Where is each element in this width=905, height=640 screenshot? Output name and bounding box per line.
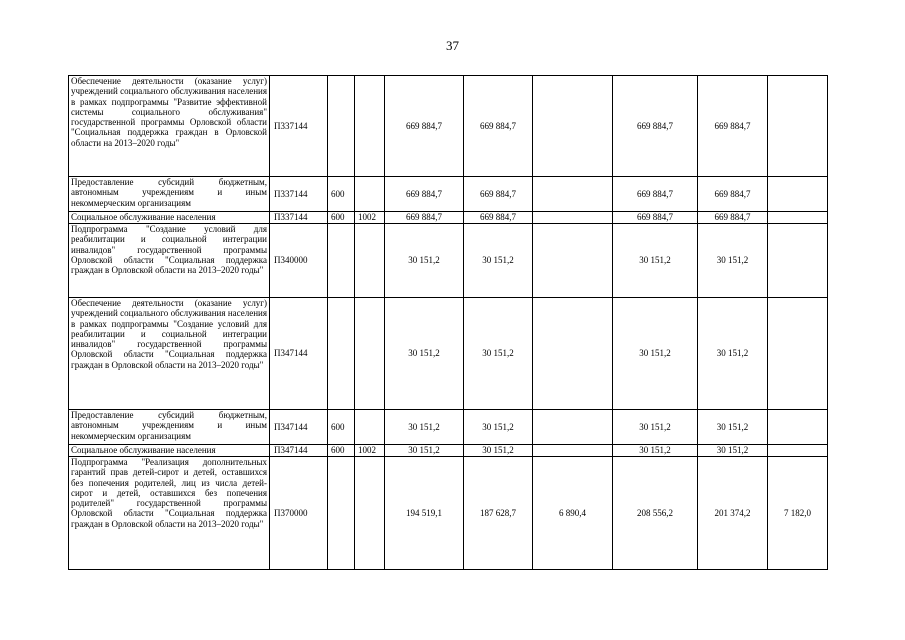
row-amount-1-cell: 30 151,2 xyxy=(385,410,464,445)
row-amount-6-cell xyxy=(768,224,828,298)
row-amount-2-cell: 30 151,2 xyxy=(464,298,533,410)
row-amount-3-cell xyxy=(533,410,613,445)
row-amount-5-cell: 669 884,7 xyxy=(698,212,768,224)
row-amount-3-cell xyxy=(533,212,613,224)
row-amount-6-cell: 7 182,0 xyxy=(768,457,828,570)
row-code-cell: П347144 xyxy=(270,298,328,410)
row-amount-6-cell xyxy=(768,212,828,224)
table-row xyxy=(69,177,828,212)
row-amount-1-cell: 669 884,7 xyxy=(385,177,464,212)
row-amount-5-cell: 30 151,2 xyxy=(698,298,768,410)
row-vr-cell xyxy=(328,224,355,298)
row-amount-2-cell: 30 151,2 xyxy=(464,445,533,457)
table-row xyxy=(69,298,828,410)
row-amount-1-cell: 30 151,2 xyxy=(385,224,464,298)
row-name-cell: Подпрограмма "Реализация дополнительных гарантий прав детей-сирот и детей, оставшихся без попечения родителей, лиц из числа детей-сирот и детей, оставшихся без попечения родителей" государственной программы Орловской области "Социальная поддержка граждан в Орловской области на 2013–2020 годы" xyxy=(69,457,270,570)
row-name-cell: Обеспечение деятельности (оказание услуг) учреждений социального обслуживания населения в рамках подпрограммы "Создание условий для реабилитации и социальной интеграции инвалидов" государственной программы Орловской области "Социальная поддержка граждан в Орловской области на 2013–2020 годы" xyxy=(69,298,270,410)
row-rz-cell xyxy=(355,457,385,570)
row-amount-2-cell: 669 884,7 xyxy=(464,76,533,177)
table-row xyxy=(69,212,828,224)
row-name-cell: Социальное обслуживание населения xyxy=(69,445,270,457)
row-vr-cell: 600 xyxy=(328,212,355,224)
row-amount-2-cell: 30 151,2 xyxy=(464,224,533,298)
row-rz-cell xyxy=(355,298,385,410)
row-code-cell: П370000 xyxy=(270,457,328,570)
row-code-cell: П337144 xyxy=(270,76,328,177)
row-amount-6-cell xyxy=(768,76,828,177)
row-name-cell: Предоставление субсидий бюджетным, автономным учреждениям и иным некоммерческим организациям xyxy=(69,410,270,445)
row-vr-cell: 600 xyxy=(328,177,355,212)
row-amount-4-cell: 30 151,2 xyxy=(613,224,698,298)
row-code-cell: П347144 xyxy=(270,410,328,445)
table-body xyxy=(69,76,828,570)
table-row xyxy=(69,445,828,457)
row-amount-2-cell: 30 151,2 xyxy=(464,410,533,445)
row-amount-1-cell: 194 519,1 xyxy=(385,457,464,570)
row-amount-3-cell xyxy=(533,224,613,298)
row-amount-5-cell: 30 151,2 xyxy=(698,224,768,298)
row-vr-cell xyxy=(328,76,355,177)
row-rz-cell xyxy=(355,410,385,445)
row-amount-2-cell: 669 884,7 xyxy=(464,177,533,212)
row-amount-4-cell: 30 151,2 xyxy=(613,410,698,445)
row-amount-3-cell xyxy=(533,76,613,177)
row-amount-6-cell xyxy=(768,445,828,457)
row-amount-6-cell xyxy=(768,410,828,445)
row-rz-cell: 1002 xyxy=(355,212,385,224)
row-vr-cell: 600 xyxy=(328,410,355,445)
row-rz-cell xyxy=(355,177,385,212)
row-amount-5-cell: 30 151,2 xyxy=(698,410,768,445)
row-rz-cell: 1002 xyxy=(355,445,385,457)
row-name-cell: Обеспечение деятельности (оказание услуг) учреждений социального обслуживания населения в рамках подпрограммы "Развитие эффективной системы социального обслуживания" государственной программы Орловской области "Социальная поддержка граждан в Орловской области на 2013–2020 годы" xyxy=(69,76,270,177)
row-vr-cell xyxy=(328,298,355,410)
row-amount-3-cell xyxy=(533,445,613,457)
row-amount-5-cell: 30 151,2 xyxy=(698,445,768,457)
row-amount-4-cell: 669 884,7 xyxy=(613,76,698,177)
row-amount-1-cell: 30 151,2 xyxy=(385,298,464,410)
page-number: 37 xyxy=(446,38,459,53)
row-amount-6-cell xyxy=(768,298,828,410)
row-vr-cell xyxy=(328,457,355,570)
table-row xyxy=(69,457,828,570)
row-amount-2-cell: 669 884,7 xyxy=(464,212,533,224)
row-amount-5-cell: 669 884,7 xyxy=(698,177,768,212)
row-amount-3-cell xyxy=(533,177,613,212)
row-rz-cell xyxy=(355,76,385,177)
row-rz-cell xyxy=(355,224,385,298)
row-amount-4-cell: 30 151,2 xyxy=(613,445,698,457)
row-name-cell: Предоставление субсидий бюджетным, автономным учреждениям и иным некоммерческим организациям xyxy=(69,177,270,212)
row-amount-1-cell: 30 151,2 xyxy=(385,445,464,457)
row-amount-6-cell xyxy=(768,177,828,212)
row-amount-4-cell: 30 151,2 xyxy=(613,298,698,410)
table-row xyxy=(69,76,828,177)
row-amount-1-cell: 669 884,7 xyxy=(385,212,464,224)
row-amount-2-cell: 187 628,7 xyxy=(464,457,533,570)
row-amount-1-cell: 669 884,7 xyxy=(385,76,464,177)
row-code-cell: П337144 xyxy=(270,177,328,212)
row-name-cell: Подпрограмма "Создание условий для реабилитации и социальной интеграции инвалидов" государственной программы Орловской области "Социальная поддержка граждан в Орловской области на 2013–2020 годы" xyxy=(69,224,270,298)
budget-table xyxy=(68,75,828,570)
row-amount-4-cell: 669 884,7 xyxy=(613,177,698,212)
table-row xyxy=(69,224,828,298)
row-code-cell: П337144 xyxy=(270,212,328,224)
table-row xyxy=(69,410,828,445)
row-amount-5-cell: 669 884,7 xyxy=(698,76,768,177)
row-code-cell: П340000 xyxy=(270,224,328,298)
row-amount-4-cell: 208 556,2 xyxy=(613,457,698,570)
row-amount-4-cell: 669 884,7 xyxy=(613,212,698,224)
row-name-cell: Социальное обслуживание населения xyxy=(69,212,270,224)
row-amount-5-cell: 201 374,2 xyxy=(698,457,768,570)
row-vr-cell: 600 xyxy=(328,445,355,457)
row-amount-3-cell: 6 890,4 xyxy=(533,457,613,570)
row-code-cell: П347144 xyxy=(270,445,328,457)
row-amount-3-cell xyxy=(533,298,613,410)
